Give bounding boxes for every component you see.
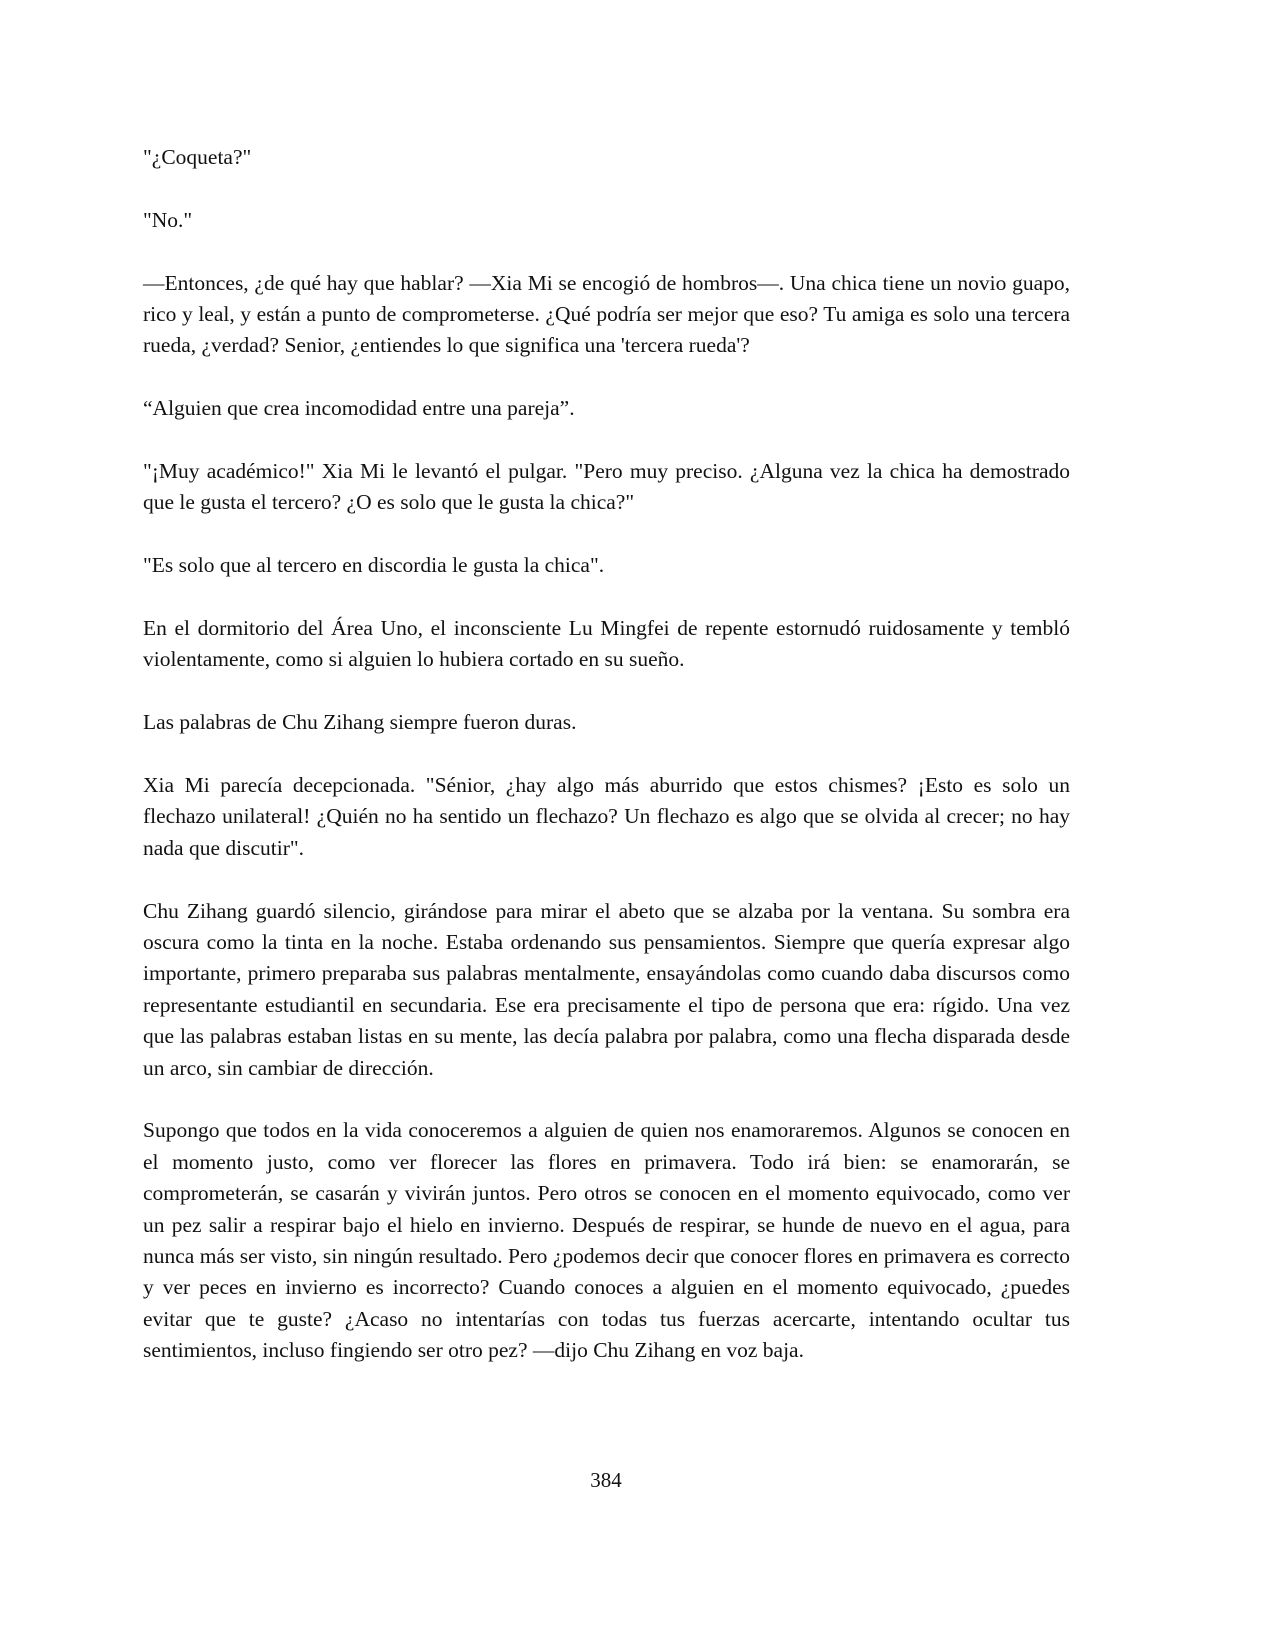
paragraph: Xia Mi parecía decepcionada. "Sénior, ¿hay algo más aburrido que estos chismes? ¡Esto es solo un flechazo unilateral! ¿Quién no ha sentido un flechazo? Un flechazo es algo que se olvida al crecer; no hay nada que discutir".: [143, 773, 1070, 860]
paragraph: "¿Coqueta?": [143, 145, 252, 169]
paragraph: "No.": [143, 207, 193, 232]
paragraph: En el dormitorio del Área Uno, el inconsciente Lu Mingfei de repente estornudó ruidosamente y tembló violentamente, como si alguien lo hubiera cortado en su sueño.: [143, 616, 1070, 672]
paragraph: "Es solo que al tercero en discordia le gusta la chica".: [143, 553, 605, 578]
page-number: 384: [590, 1468, 622, 1492]
page-body: [143, 142, 1070, 1398]
paragraph: Chu Zihang guardó silencio, girándose para mirar el abeto que se alzaba por la ventana. Su sombra era oscura como la tinta en la noche. Estaba ordenando sus pensamientos. Siempre que quería expresar algo importante, primero preparaba sus palabras mentalmente, ensayándolas como cuando daba discursos como representante estudiantil en secundaria. Ese era precisamente el tipo de persona que era: rígido. Una vez que las palabras estaban listas en su mente, las decía palabra por palabra, como una flecha disparada desde un arco, sin cambiar de dirección.: [143, 898, 1070, 1080]
paragraph: “Alguien que crea incomodidad entre una pareja”.: [143, 396, 575, 421]
paragraph: Las palabras de Chu Zihang siempre fueron duras.: [143, 710, 577, 735]
paragraph: Supongo que todos en la vida conoceremos a alguien de quien nos enamoraremos. Algunos se conocen en el momento justo, como ver florecer las flores en primavera. Todo irá bien: se enamorarán, se comprometerán, se casarán y vivirán juntos. Pero otros se conocen en el momento equivocado, como ver un pez salir a respirar bajo el hielo en invierno. Después de respirar, se hunde de nuevo en el agua, para nunca más ser visto, sin ningún resultado. Pero ¿podemos decir que conocer flores en primavera es correcto y ver peces en invierno es incorrecto? Cuando conoces a alguien en el momento equivocado, ¿puedes evitar que te guste? ¿Acaso no intentarías con todas tus fuerzas acercarte, intentando ocultar tus sentimientos, incluso fingiendo ser otro pez? —dijo Chu Zihang en voz baja.: [143, 1118, 1070, 1363]
paragraph: —Entonces, ¿de qué hay que hablar? —Xia Mi se encogió de hombros—. Una chica tiene un novio guapo, rico y leal, y están a punto de comprometerse. ¿Qué podría ser mejor que eso? Tu amiga es solo una tercera rueda, ¿verdad? Senior, ¿entiendes lo que significa una 'tercera rueda'?: [143, 270, 1070, 358]
paragraph: "¡Muy académico!" Xia Mi le levantó el pulgar. "Pero muy preciso. ¿Alguna vez la chica ha demostrado que le gusta el tercero? ¿O es solo que le gusta la chica?": [143, 459, 1070, 515]
